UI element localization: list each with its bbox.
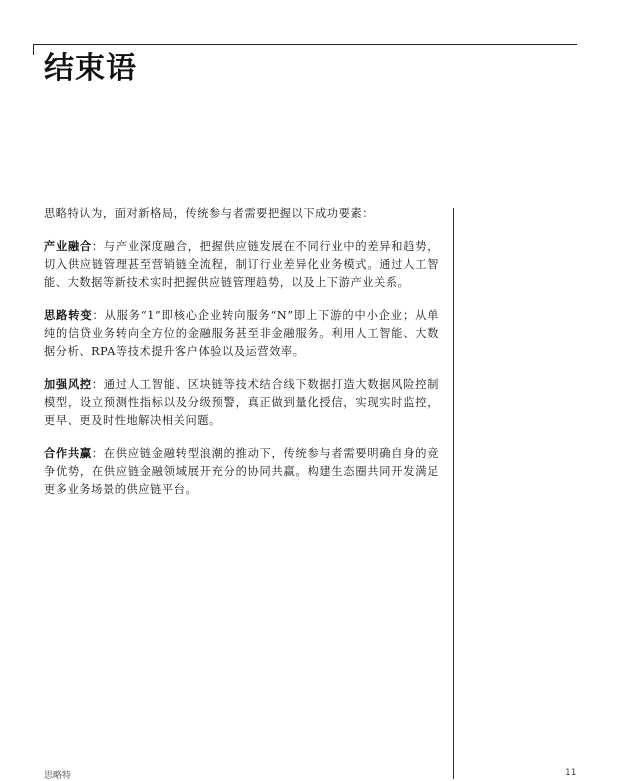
top-rule (33, 44, 577, 45)
paragraph-lead: 产业融合 (44, 239, 92, 253)
paragraph-text: ：从服务“1”即核心企业转向服务“N”即上下游的中小企业；从单纯的信贷业务转向全方位的金融服务甚至非金融服务。利用人工智能、大数据分析、RPA等技术提升客户体验以及运营效率。 (44, 309, 439, 358)
top-rule-tick (33, 44, 34, 55)
paragraph-lead: 思路转变 (44, 308, 93, 322)
paragraph-mindset-shift (44, 306, 439, 361)
paragraph-risk-control (44, 375, 439, 430)
body-column (44, 205, 439, 513)
column-divider (453, 208, 454, 779)
paragraph-lead: 加强风控 (44, 377, 92, 391)
paragraph-lead: 合作共赢 (44, 446, 92, 460)
page-title: 结束语 (44, 51, 137, 86)
page-number: 11 (565, 768, 577, 778)
paragraph-text: ：与产业深度融合，把握供应链发展在不同行业中的差异和趋势，切入供应链管理甚至营销链全流程，制订行业差异化业务模式。通过人工智能、大数据等新技术实时把握供应链管理趋势，以及上下游产业关系。 (44, 240, 439, 289)
paragraph-text: ：在供应链金融转型浪潮的推动下，传统参与者需要明确自身的竞争优势，在供应链金融领域展开充分的协同共赢。构建生态圈共同开发满足更多业务场景的供应链平台。 (44, 447, 439, 496)
paragraph-win-win (44, 444, 439, 499)
intro-paragraph: 思略特认为，面对新格局，传统参与者需要把握以下成功要素： (44, 207, 375, 220)
paragraph-text: ：通过人工智能、区块链等技术结合线下数据打造大数据风险控制模型，设立预测性指标以及分级预警，真正做到量化授信，实现实时监控，更早、更及时性地解决相关问题。 (44, 378, 439, 427)
paragraph-industry-integration (44, 237, 439, 292)
footer-brand: 思略特 (44, 771, 72, 781)
